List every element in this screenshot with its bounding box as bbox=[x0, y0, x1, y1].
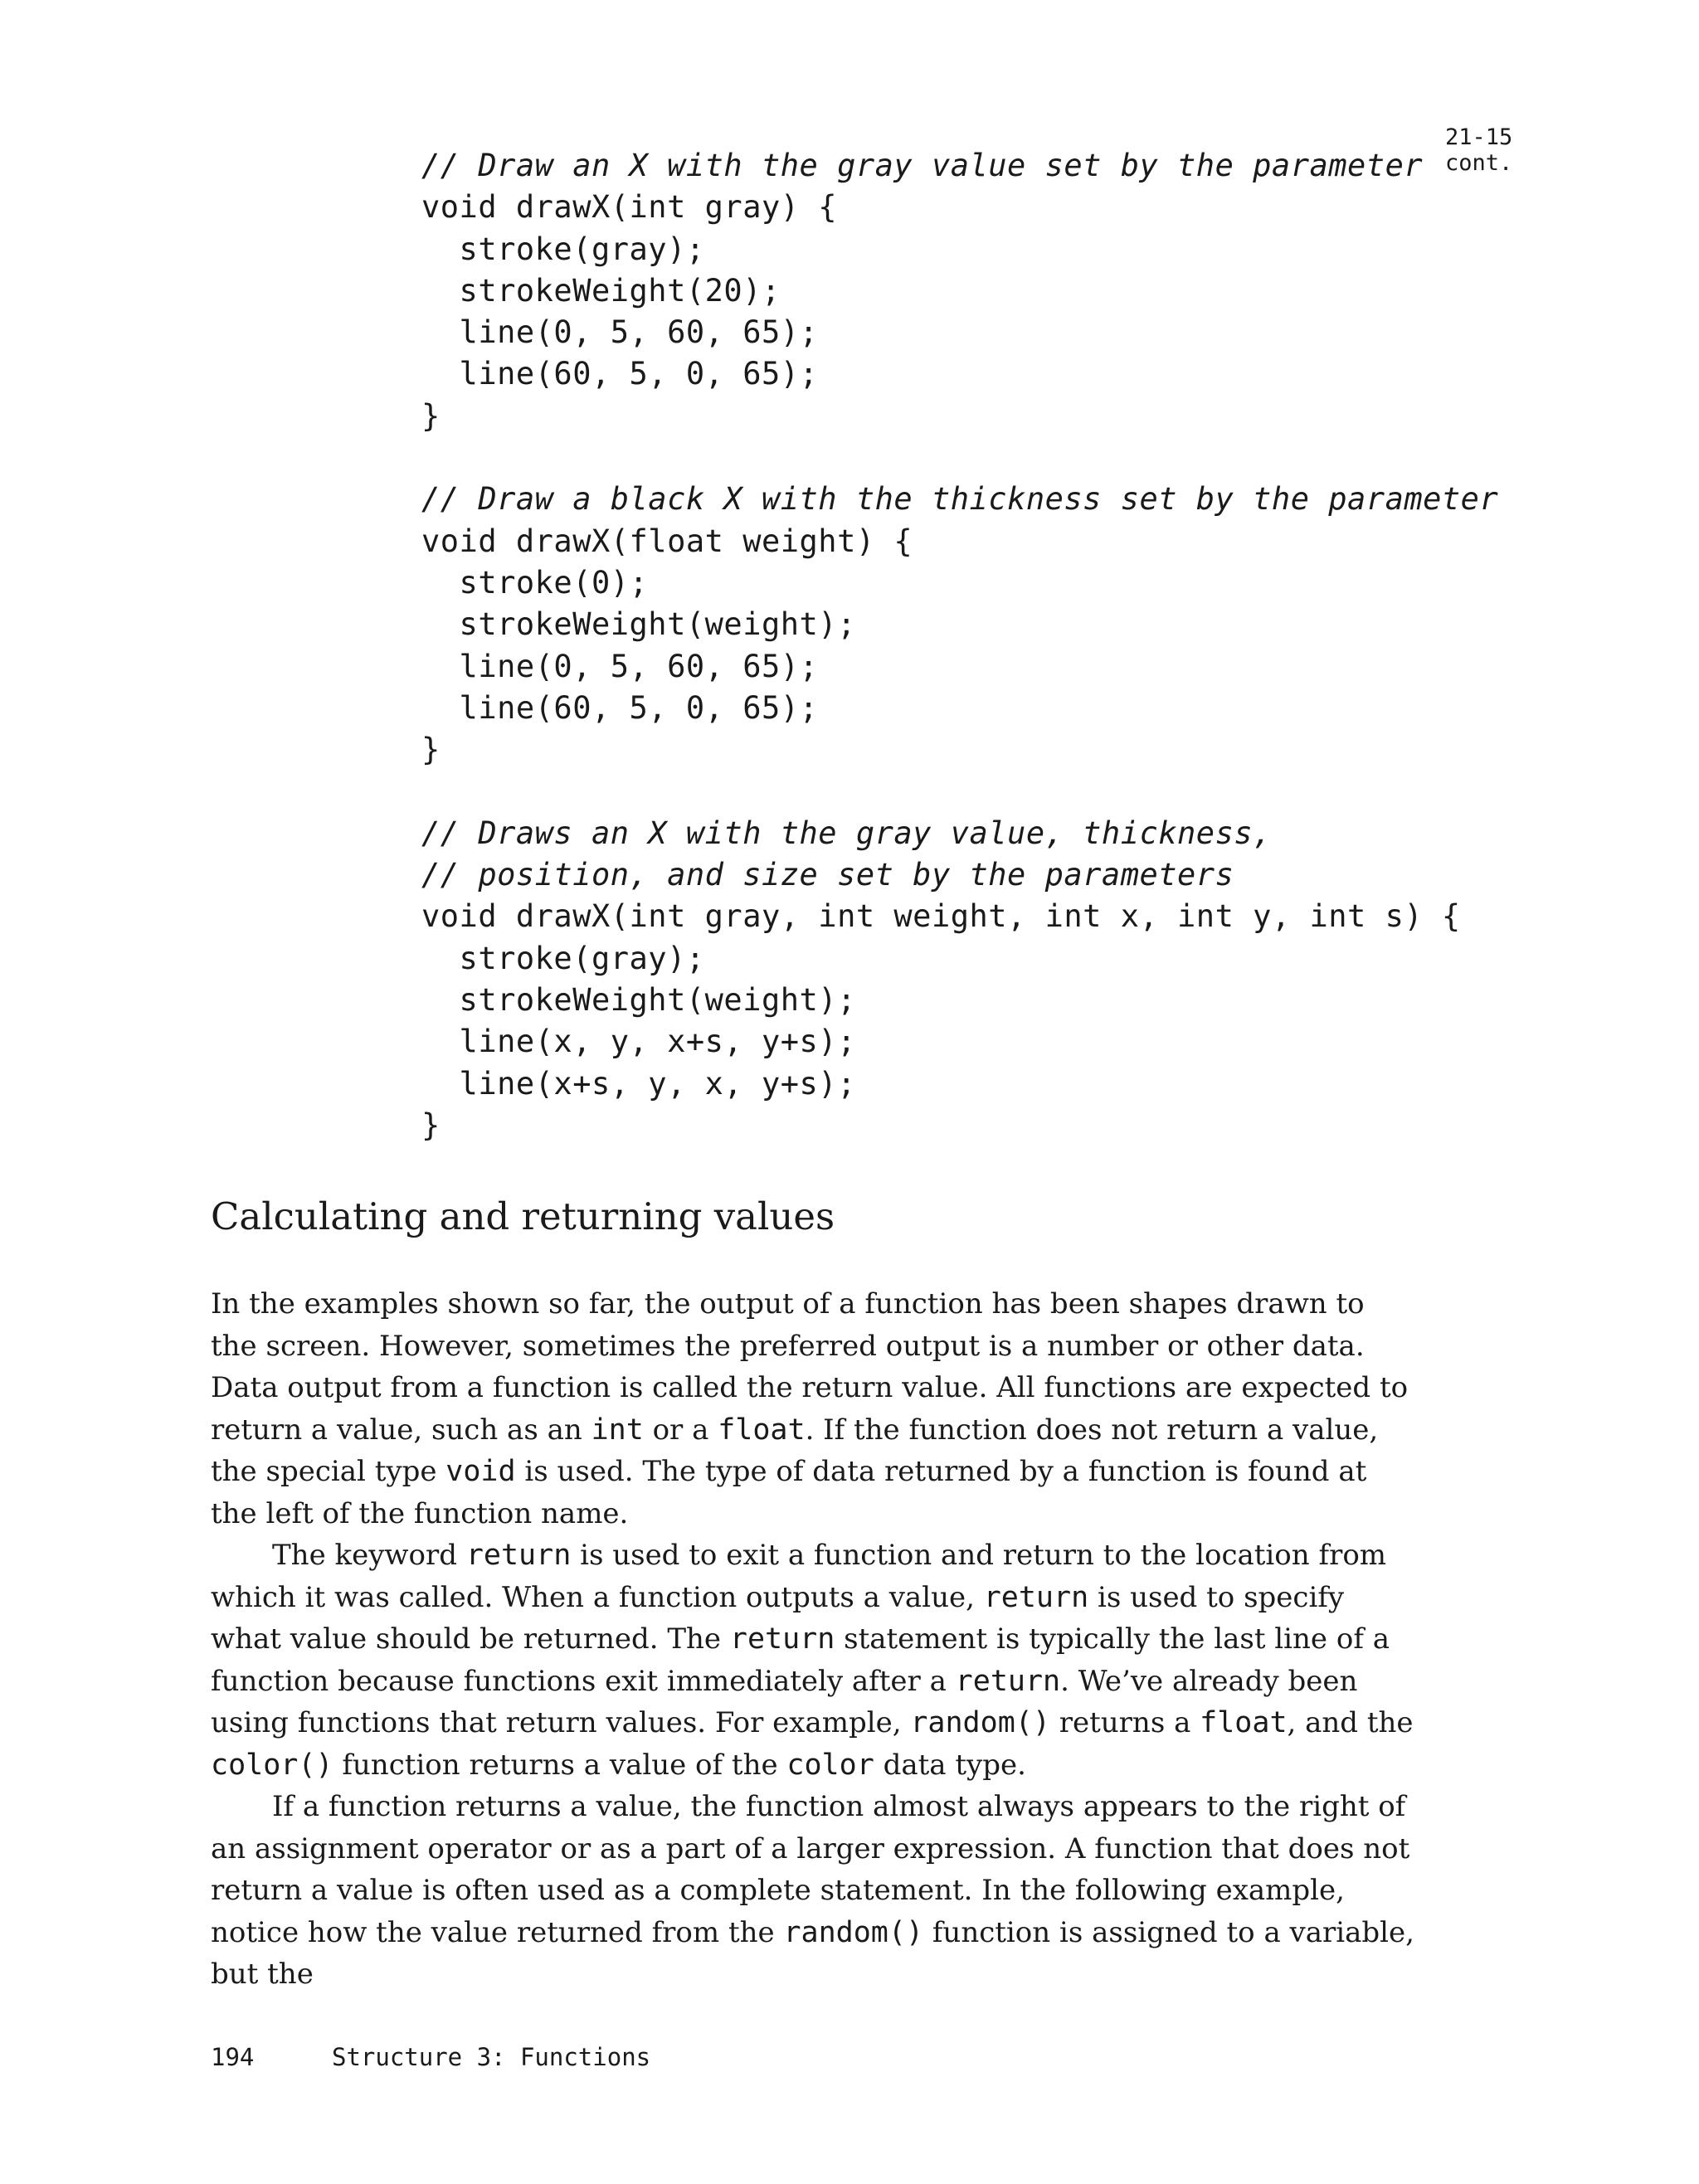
text-run: or a bbox=[643, 1413, 718, 1447]
inline-code: color bbox=[786, 1748, 874, 1782]
inline-code: return bbox=[465, 1539, 572, 1572]
text-run: data type. bbox=[874, 1748, 1026, 1782]
code-comment-line: // Draw an X with the gray value set by the parameter bbox=[421, 148, 1424, 183]
text-run: is used to exit a function and return to the location from which it was called. When a function outputs a value, bbox=[211, 1539, 1387, 1614]
code-line: line(x+s, y, x, y+s); bbox=[421, 1065, 856, 1102]
page-number: 194 bbox=[211, 2043, 255, 2071]
code-line: line(0, 5, 60, 65); bbox=[421, 648, 819, 684]
code-line: stroke(0); bbox=[421, 564, 649, 601]
code-line: line(60, 5, 0, 65); bbox=[421, 689, 819, 726]
code-comment-line: // Draws an X with the gray value, thickness, bbox=[421, 815, 1272, 851]
code-line: strokeWeight(weight); bbox=[421, 981, 856, 1018]
text-run: In the examples shown so far, the output of a function has been shapes drawn to the screen. However, sometimes the preferred output is a number or other data. Data output from a function is called the return value. All functions are expected to return a value, such as an bbox=[211, 1287, 1409, 1447]
section-heading: Calculating and returning values bbox=[211, 1194, 835, 1238]
code-comment-line: // position, and size set by the parameters bbox=[421, 857, 1234, 893]
code-listing bbox=[421, 145, 1498, 1146]
inline-code: int bbox=[591, 1413, 644, 1447]
text-run: , and the bbox=[1287, 1706, 1414, 1739]
code-line bbox=[421, 771, 1498, 812]
code-line: strokeWeight(weight); bbox=[421, 606, 856, 643]
inline-code: return bbox=[955, 1664, 1061, 1698]
code-line: line(60, 5, 0, 65); bbox=[421, 356, 819, 392]
code-line: line(x, y, x+s, y+s); bbox=[421, 1024, 856, 1060]
text-run: function is assigned to a variable, but the bbox=[211, 1915, 1414, 1991]
text-run: is used to specify what value should be returned. The bbox=[211, 1580, 1345, 1656]
text-run: . We’ve already been using functions that return values. For example, bbox=[211, 1664, 1358, 1739]
text-run: returns a bbox=[1049, 1706, 1200, 1739]
paragraph bbox=[211, 1786, 1419, 1996]
inline-code: float bbox=[718, 1413, 806, 1447]
code-line: } bbox=[421, 397, 441, 434]
text-run: statement is typically the last line of a function because functions exit immediately after a bbox=[211, 1622, 1390, 1698]
code-comment-line: // Draw a black X with the thickness set by the parameter bbox=[421, 481, 1499, 518]
code-line: strokeWeight(20); bbox=[421, 272, 781, 309]
inline-code: void bbox=[445, 1455, 516, 1488]
running-title: Structure 3: Functions bbox=[332, 2043, 651, 2071]
text-run: function returns a value of the bbox=[333, 1748, 787, 1782]
inline-code: return bbox=[729, 1622, 835, 1656]
text-run: . If the function does not return a value, the special type bbox=[211, 1413, 1379, 1488]
code-line: stroke(gray); bbox=[421, 940, 705, 976]
example-number-note: 21-15 cont. bbox=[1445, 124, 1513, 176]
paragraph bbox=[211, 1535, 1419, 1786]
inline-code: float bbox=[1200, 1706, 1288, 1739]
code-line: stroke(gray); bbox=[421, 231, 705, 267]
inline-code: random() bbox=[783, 1915, 924, 1949]
body-text bbox=[211, 1283, 1419, 1996]
code-line: } bbox=[421, 1107, 441, 1143]
text-run: If a function returns a value, the function almost always appears to the right of an assignment operator or as a part of a larger expression. A function that does not return a value is often used as a complete statement. In the following example, notice how the value returned from the bbox=[211, 1790, 1410, 1949]
code-line: } bbox=[421, 732, 441, 768]
inline-code: color() bbox=[211, 1748, 333, 1782]
code-line bbox=[421, 437, 1498, 479]
inline-code: return bbox=[983, 1580, 1089, 1614]
inline-code: random() bbox=[910, 1706, 1050, 1739]
paragraph bbox=[211, 1283, 1419, 1535]
text-run: The keyword bbox=[272, 1539, 466, 1572]
text-run: is used. The type of data returned by a function is found at the left of the function name. bbox=[211, 1455, 1367, 1530]
code-line: void drawX(int gray) { bbox=[421, 189, 838, 226]
code-line: void drawX(int gray, int weight, int x, int y, int s) { bbox=[421, 898, 1461, 935]
code-line: line(0, 5, 60, 65); bbox=[421, 314, 819, 351]
code-line: void drawX(float weight) { bbox=[421, 523, 913, 559]
